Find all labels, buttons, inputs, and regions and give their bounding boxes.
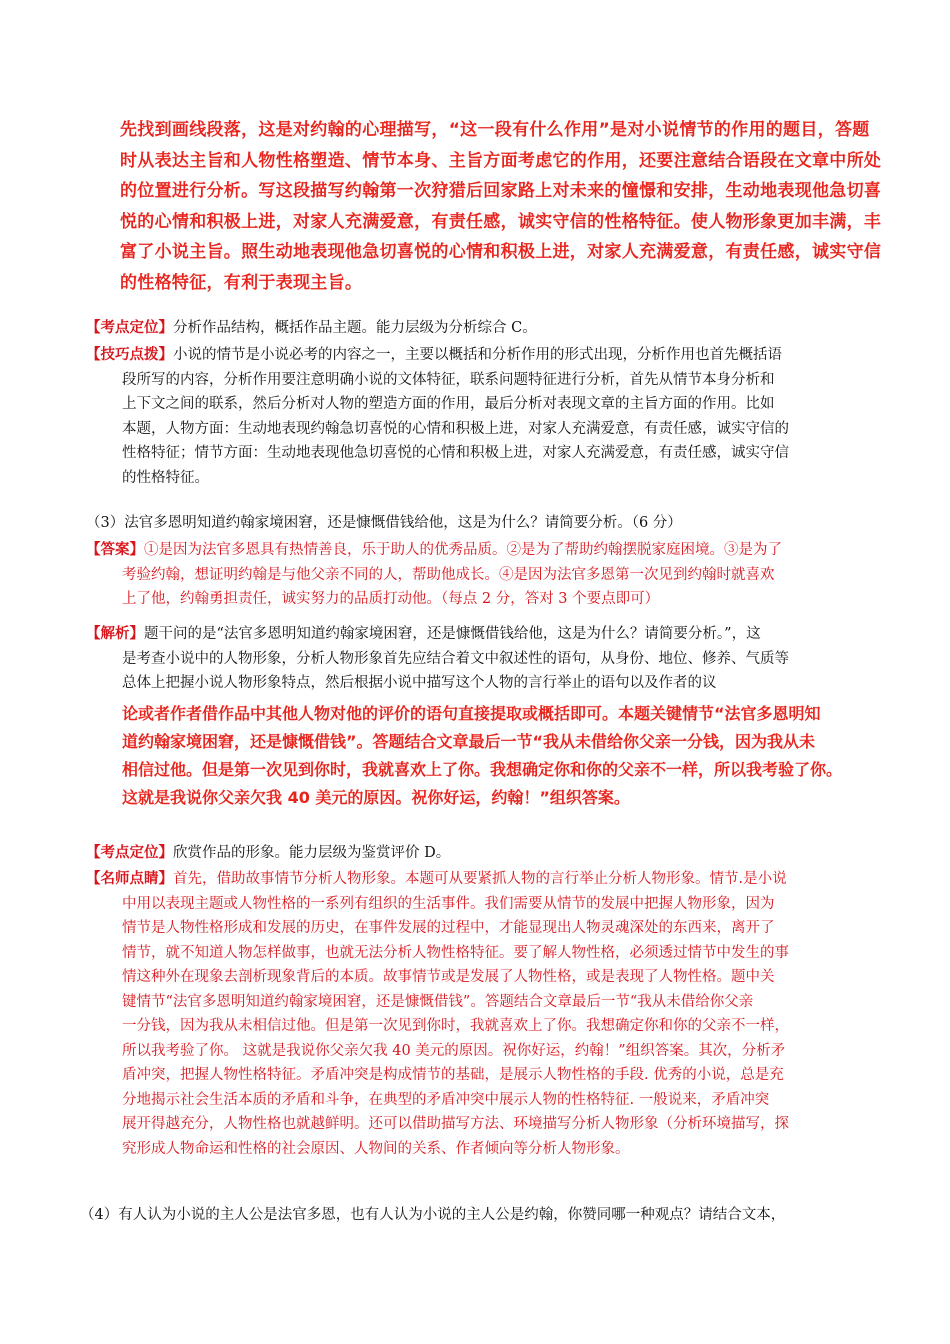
text-line: 悦的心情和积极上进，对家人充满爱意，有责任感，诚实守信的性格特征。使人物形象更加丰满，丰 [120, 211, 882, 232]
text-line: 富了小说主旨。照生动地表现他急切喜悦的心情和积极上进，对家人充满爱意，有责任感，诚实守信 [120, 242, 882, 262]
section-text: 题干问的是“法官多恩明知道约翰家境困窘，还是慷慨借钱给他，这是为什么？请简要分析。”，这 [144, 626, 761, 642]
text-line: 上下文之间的联系，然后分析对人物的塑造方面的作用，最后分析对表现文章的主旨方面的作用。比如 [122, 396, 775, 412]
text-line: 情节，就不知道人物怎样做事，也就无法分析人物性格特征。要了解人物性格，必须透过情节中发生的事 [122, 944, 789, 961]
question-text: （3）法官多恩明知道约翰家境困窘，还是慷慨借钱给他，这是为什么？请简要分析。（6 分） [86, 515, 682, 531]
section-label: 【考点定位】 [86, 844, 173, 861]
text-line-highlighted: 论或者作者借作品中其他人物对他的评价的语句直接提取或概括即可。本题关键情节“法官多恩明知 [122, 703, 821, 723]
section-text: ①是因为法官多恩具有热情善良，乐于助人的优秀品质。②是为了帮助约翰摆脱家庭困境。③是为了 [144, 542, 782, 558]
answer-section [86, 538, 866, 612]
section-label: 【名师点睛】 [86, 870, 173, 887]
section-text: 首先，借助故事情节分析人物形象。本题可从要紧抓人物的言行举止分析人物形象。情节.是小说 [173, 871, 787, 887]
text-line: 段所写的内容，分析作用要注意明确小说的文体特征，联系问题特征进行分析，首先从情节本身分析和 [122, 371, 775, 388]
text-line-highlighted: 道约翰家境困窘，还是慷慨借钱”。答题结合文章最后一节“我从未借给你父亲一分钱，因为我从未 [122, 731, 816, 751]
text-line: 情节是人物性格形成和发展的历史，在事件发展的过程中，才能显现出人物灵魂深处的东西来，离开了 [122, 920, 775, 936]
text-line: 情这种外在现象去剖析现象背后的本质。故事情节或是发展了人物性格，或是表现了人物性格。题中关 [122, 969, 775, 985]
text-line: 时从表达主旨和人物性格塑造、情节本身、主旨方面考虑它的作用，还要注意结合语段在文章中所处 [120, 150, 882, 171]
section-label: 【解析】 [86, 625, 144, 642]
text-line: 的性格特征，有利于表现主旨。 [120, 272, 363, 293]
question-3 [86, 511, 866, 536]
section-label: 【答案】 [86, 541, 144, 558]
question-text: （4）有人认为小说的主人公是法官多恩，也有人认为小说的主人公是约翰，你赞同哪一种观点？请结合文本， [80, 1207, 786, 1223]
kaodian-section-2 [86, 841, 866, 866]
text-line: 分地揭示社会生活本质的矛盾和斗争，在典型的矛盾冲突中展示人物的性格特征. 一般说来，矛盾冲突 [122, 1091, 770, 1108]
text-line: 总体上把握小说人物形象特点，然后根据小说中描写这个人物的言行举止的语句以及作者的议 [122, 675, 717, 691]
text-line: 展开得越充分，人物性格也就越鲜明。还可以借助描写方法、环境描写分析人物形象（分析环境描写，探 [122, 1116, 789, 1132]
text-line-highlighted: 这就是我说你父亲欠我 40 美元的原因。祝你好运，约翰！”组织答案。 [122, 787, 630, 807]
section-text: 欣赏作品的形象。能力层级为鉴赏评价 D。 [173, 845, 451, 861]
text-line: 键情节“法官多恩明知道约翰家境困窘，还是慷慨借钱”。答题结合文章最后一节“我从未借给你父亲 [122, 993, 754, 1010]
text-line: 的位置进行分析。写这段描写约翰第一次狩猎后回家路上对未来的憧憬和安排，生动地表现他急切喜 [120, 181, 882, 201]
text-line: 一分钱，因为我从未相信过他。但是第一次见到你时，我就喜欢上了你。我想确定你和你的父亲不一样， [122, 1018, 789, 1034]
text-line: 本题，人物方面：生动地表现约翰急切喜悦的心情和积极上进，对家人充满爱意，有责任感，诚实守信的 [122, 420, 789, 437]
question-4 [80, 1203, 860, 1228]
jiqiao-section [86, 343, 866, 490]
mingshi-section [86, 867, 866, 1161]
text-line: 所以我考验了你。 这就是我说你父亲欠我 40 美元的原因。祝你好运，约翰！”组织答案。其次，分析矛 [122, 1042, 786, 1059]
text-line: 中用以表现主题或人物性格的一系列有组织的生活事件。我们需要从情节的发展中把握人物形象，因为 [122, 895, 775, 912]
section-text: 小说的情节是小说必考的内容之一，主要以概括和分析作用的形式出现，分析作用也首先概括语 [173, 347, 782, 363]
section-text: 分析作品结构，概括作品主题。能力层级为分析综合 C。 [173, 320, 537, 336]
text-line: 的性格特征。 [122, 469, 209, 486]
text-line: 性格特征；情节方面：生动地表现他急切喜悦的心情和积极上进，对家人充满爱意，有责任感，诚实守信 [122, 445, 789, 461]
section-label: 【技巧点拨】 [86, 346, 173, 363]
text-line: 先找到画线段落，这是对约翰的心理描写，“这一段有什么作用”是对小说情节的作用的题目，答题 [120, 120, 870, 140]
text-line-highlighted: 相信过他。但是第一次见到你时，我就喜欢上了你。我想确定你和你的父亲不一样，所以我考验了你。 [122, 759, 843, 779]
analysis-paragraph-highlighted [120, 115, 882, 298]
section-label: 【考点定位】 [86, 319, 173, 336]
text-line: 上了他，约翰勇担责任，诚实努力的品质打动他。（每点 2 分，答对 3 个要点即可） [122, 591, 660, 607]
text-line: 考验约翰，想证明约翰是与他父亲不同的人，帮助他成长。④是因为法官多恩第一次见到约翰时就喜欢 [122, 566, 775, 583]
text-line: 盾冲突，把握人物性格特征。矛盾冲突是构成情节的基础，是展示人物性格的手段. 优秀的小说，总是充 [122, 1067, 784, 1083]
text-line: 究形成人物命运和性格的社会原因、人物间的关系、作者倾向等分析人物形象。 [122, 1140, 630, 1157]
kaodian-section-1 [86, 316, 866, 341]
jiexi-section [86, 622, 866, 812]
text-line: 是考查小说中的人物形象，分析人物形象首先应结合着文中叙述性的语句，从身份、地位、修养、气质等 [122, 650, 789, 667]
